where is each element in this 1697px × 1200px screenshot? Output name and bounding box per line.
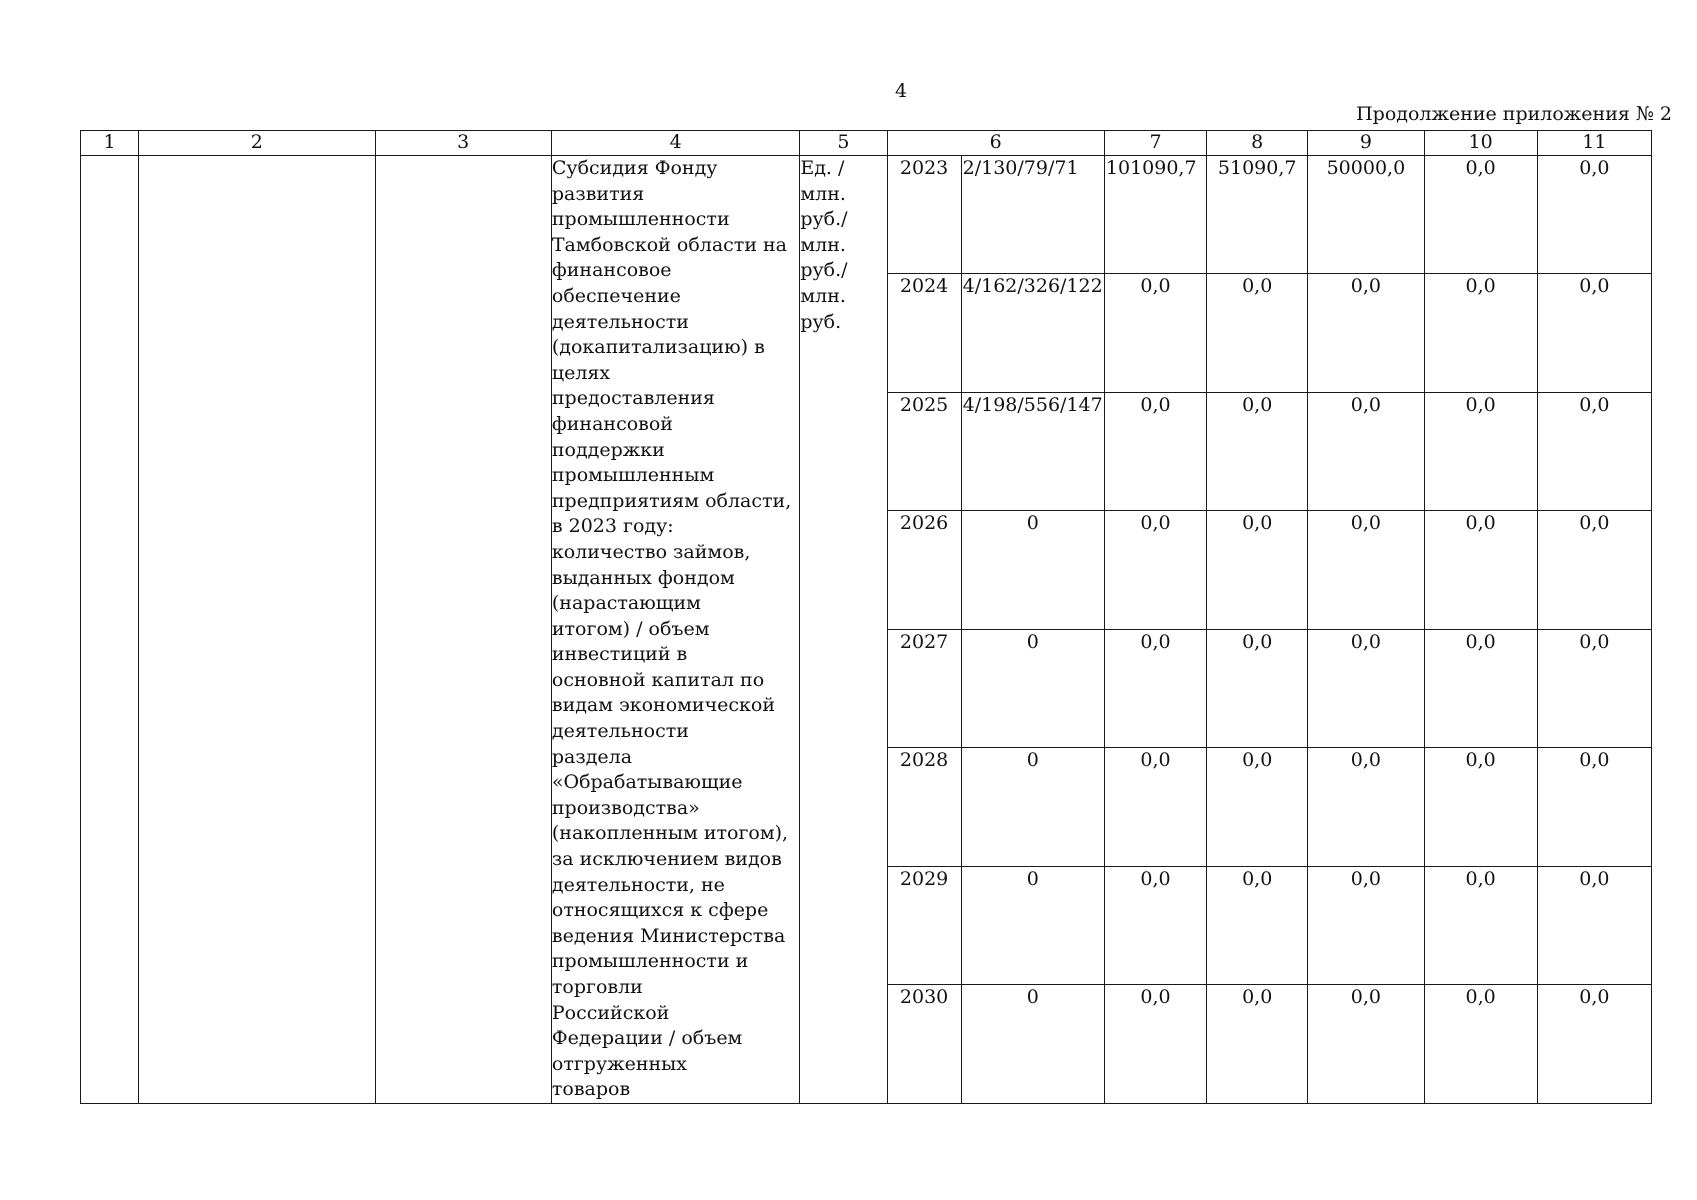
- unit-line: руб./: [800, 259, 848, 282]
- value-cell-col-7: 0,0: [1104, 274, 1206, 392]
- indicator-cell: 4/198/556/147: [961, 392, 1104, 510]
- unit-line: млн.: [800, 284, 846, 307]
- header-col-1: 1: [81, 131, 139, 156]
- value-cell-col-10: 0,0: [1424, 274, 1537, 392]
- description-line: торговли: [551, 976, 643, 998]
- description-line: основной капитал по: [551, 668, 765, 691]
- description-line: Федерации / объем: [551, 1027, 743, 1050]
- description-line: промышленным: [551, 464, 715, 487]
- value-cell-col-9: 50000,0: [1308, 156, 1424, 274]
- indicator-cell: 0: [961, 866, 1104, 984]
- value-cell-col-8: 0,0: [1207, 511, 1308, 629]
- value-cell-col-11: 0,0: [1537, 156, 1651, 274]
- year-cell: 2023: [887, 156, 961, 274]
- value-cell-col-8: 0,0: [1207, 629, 1308, 747]
- header-col-7: 7: [1104, 131, 1206, 156]
- value-cell-col-10: 0,0: [1424, 866, 1537, 984]
- header-col-8: 8: [1207, 131, 1308, 156]
- description-line: целях: [551, 361, 611, 384]
- description-line: за исключением видов: [551, 848, 782, 871]
- description-line: поддержки: [551, 438, 665, 461]
- year-cell: 2026: [887, 511, 961, 629]
- value-cell-col-9: 0,0: [1308, 511, 1424, 629]
- value-cell-col-10: 0,0: [1424, 156, 1537, 274]
- description-line: деятельности: [551, 310, 689, 333]
- value-cell-col-7: 0,0: [1104, 985, 1206, 1104]
- continuation-label: Продолжение приложения № 2: [1356, 103, 1672, 125]
- description-line: Российской: [551, 1001, 670, 1024]
- description-line: предприятиям области,: [551, 489, 792, 512]
- value-cell-col-8: 0,0: [1207, 274, 1308, 392]
- unit-line: Ед. /: [800, 157, 845, 179]
- value-cell-col-7: 0,0: [1104, 866, 1206, 984]
- year-cell: 2029: [887, 866, 961, 984]
- value-cell-col-9: 0,0: [1308, 866, 1424, 984]
- description-line: финансовой: [551, 412, 673, 435]
- indicator-cell: 0: [961, 629, 1104, 747]
- value-cell-col-11: 0,0: [1537, 985, 1651, 1104]
- indicator-cell: 0: [961, 748, 1104, 866]
- value-cell-col-10: 0,0: [1424, 629, 1537, 747]
- year-cell: 2025: [887, 392, 961, 510]
- value-cell-col-11: 0,0: [1537, 748, 1651, 866]
- description-line: итогом) / объем: [551, 617, 710, 640]
- description-line: (накопленным итогом),: [551, 822, 789, 845]
- value-cell-col-11: 0,0: [1537, 866, 1651, 984]
- indicator-cell: 2/130/79/71: [961, 156, 1104, 274]
- value-cell-col-7: 0,0: [1104, 392, 1206, 510]
- description-cell: [551, 156, 799, 1104]
- value-cell-col-8: 0,0: [1207, 748, 1308, 866]
- description-line: отгруженных: [551, 1052, 688, 1075]
- unit-line: млн.: [800, 233, 846, 256]
- value-cell-col-8: 51090,7: [1207, 156, 1308, 274]
- description-line: инвестиций в: [551, 643, 688, 666]
- cell-col-3: [375, 156, 551, 1104]
- description-line: (докапитализацию) в: [551, 336, 765, 359]
- value-cell-col-10: 0,0: [1424, 748, 1537, 866]
- description-line: финансовое: [551, 259, 672, 282]
- indicator-cell: 0: [961, 511, 1104, 629]
- description-line: относящихся к сфере: [551, 899, 769, 922]
- header-col-4: 4: [551, 131, 799, 156]
- value-cell-col-8: 0,0: [1207, 866, 1308, 984]
- value-cell-col-10: 0,0: [1424, 392, 1537, 510]
- value-cell-col-11: 0,0: [1537, 511, 1651, 629]
- description-line: деятельности: [551, 720, 689, 743]
- unit-cell: [800, 156, 887, 1104]
- indicator-cell: 4/162/326/122: [961, 274, 1104, 392]
- header-col-3: 3: [375, 131, 551, 156]
- value-cell-col-7: 0,0: [1104, 629, 1206, 747]
- header-col-6: 6: [887, 131, 1104, 156]
- unit-line: руб.: [800, 310, 842, 333]
- header-col-10: 10: [1424, 131, 1537, 156]
- cell-col-2: [139, 156, 375, 1104]
- description-line: предоставления: [551, 387, 715, 410]
- value-cell-col-11: 0,0: [1537, 392, 1651, 510]
- description-line: в 2023 году:: [551, 515, 674, 538]
- description-line: ведения Министерства: [551, 924, 786, 947]
- header-col-11: 11: [1537, 131, 1651, 156]
- value-cell-col-10: 0,0: [1424, 511, 1537, 629]
- value-cell-col-11: 0,0: [1537, 274, 1651, 392]
- value-cell-col-7: 101090,7: [1104, 156, 1206, 274]
- value-cell-col-8: 0,0: [1207, 985, 1308, 1104]
- description-line: «Обрабатывающие: [551, 771, 743, 794]
- year-cell: 2030: [887, 985, 961, 1104]
- description-line: производства»: [551, 796, 700, 819]
- year-cell: 2028: [887, 748, 961, 866]
- description-line: развития: [551, 182, 645, 205]
- value-cell-col-10: 0,0: [1424, 985, 1537, 1104]
- value-cell-col-7: 0,0: [1104, 748, 1206, 866]
- description-line: Субсидия Фонду: [551, 157, 718, 179]
- unit-line: руб./: [800, 208, 848, 231]
- description-line: (нарастающим: [551, 592, 701, 615]
- description-line: раздела: [551, 745, 633, 768]
- page-number: 4: [894, 80, 908, 102]
- description-line: деятельности, не: [551, 873, 725, 896]
- description-line: обеспечение: [551, 284, 681, 307]
- value-cell-col-9: 0,0: [1308, 985, 1424, 1104]
- value-cell-col-9: 0,0: [1308, 629, 1424, 747]
- year-cell: 2024: [887, 274, 961, 392]
- value-cell-col-9: 0,0: [1308, 392, 1424, 510]
- value-cell-col-7: 0,0: [1104, 511, 1206, 629]
- value-cell-col-8: 0,0: [1207, 392, 1308, 510]
- header-col-9: 9: [1308, 131, 1424, 156]
- description-line: промышленности: [551, 208, 730, 231]
- value-cell-col-9: 0,0: [1308, 748, 1424, 866]
- cell-col-1: [81, 156, 139, 1104]
- description-line: количество займов,: [551, 540, 751, 563]
- table-row: [81, 156, 1652, 274]
- year-cell: 2027: [887, 629, 961, 747]
- description-line: видам экономической: [551, 694, 776, 717]
- indicator-cell: 0: [961, 985, 1104, 1104]
- description-line: Тамбовской области на: [551, 233, 788, 256]
- unit-line: млн.: [800, 182, 846, 205]
- description-line: промышленности и: [551, 950, 749, 973]
- description-line: товаров: [551, 1078, 631, 1101]
- value-cell-col-11: 0,0: [1537, 629, 1651, 747]
- header-col-2: 2: [139, 131, 375, 156]
- header-col-5: 5: [800, 131, 887, 156]
- header-row: [81, 131, 1652, 156]
- appendix-table: [80, 130, 1652, 1104]
- value-cell-col-9: 0,0: [1308, 274, 1424, 392]
- description-line: выданных фондом: [551, 566, 735, 589]
